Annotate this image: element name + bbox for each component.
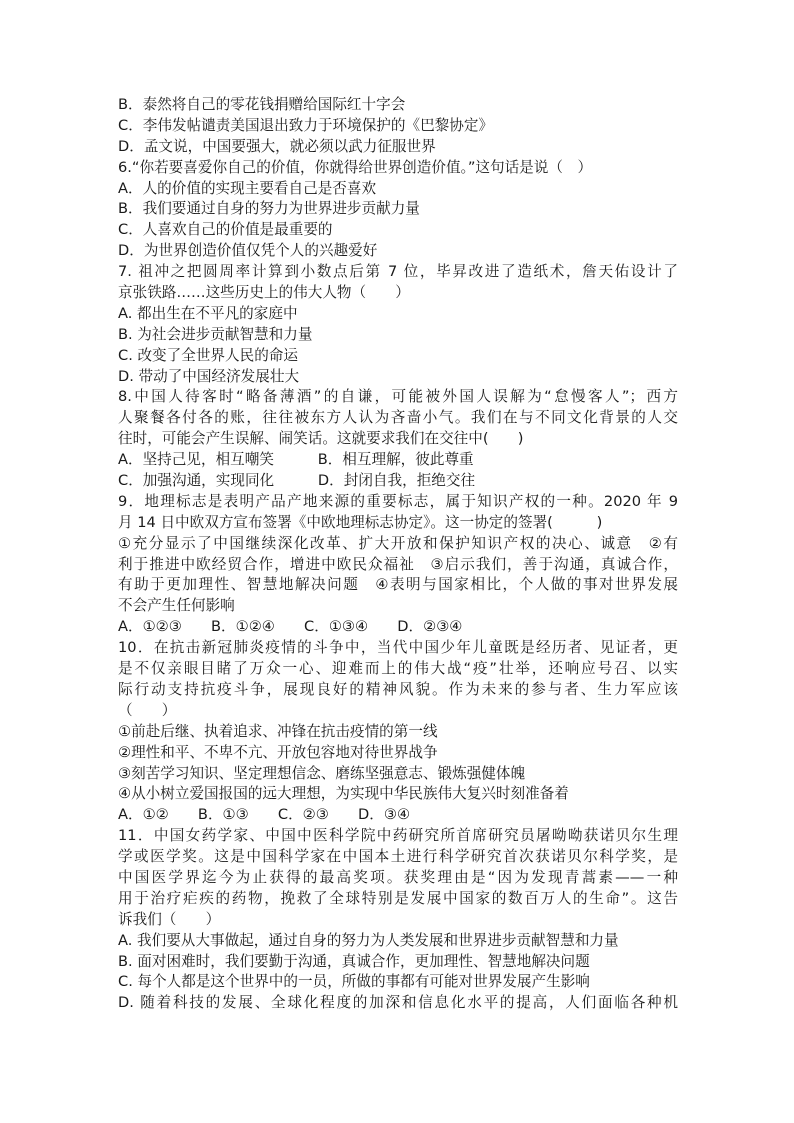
text-line: C．加强沟通，实现同化 D．封闭自我，拒绝交往 bbox=[118, 472, 476, 490]
text-line: ④从小树立爱国报国的远大理想，为实现中华民族伟大复兴时刻准备着 bbox=[118, 785, 569, 803]
text-line: C．人喜欢自己的价值是最重要的 bbox=[118, 221, 333, 239]
text-line: 往时，可能会产生误解、闹笑话。这就要求我们在交往中( ) bbox=[118, 430, 524, 448]
text-line: 9．地理标志是表明产品产地来源的重要标志，属于知识产权的一种。2020 年 9 bbox=[118, 492, 678, 510]
text-line: B．我们要通过自身的努力为世界进步贡献力量 bbox=[118, 200, 420, 218]
text-line: ①充分显示了中国继续深化改革、扩大开放和保护知识产权的决心、诚意 ②有 bbox=[118, 534, 678, 552]
text-line: B．泰然将自己的零花钱捐赠给国际红十字会 bbox=[118, 96, 406, 113]
text-line: 用于治疗疟疾的药物，挽救了全球特别是发展中国家的数百万人的生命”。这告 bbox=[118, 889, 678, 907]
text-line: D．为世界创造价值仅凭个人的兴趣爱好 bbox=[118, 242, 378, 260]
text-line: D. 随着科技的发展、全球化程度的加深和信息化水平的提高，人们面临各种机 bbox=[118, 994, 678, 1012]
text-line: ②理性和平、不卑不亢、开放包容地对待世界战争 bbox=[118, 743, 438, 761]
text-line: C. 每个人都是这个世界中的一员，所做的事都有可能对世界发展产生影响 bbox=[118, 973, 590, 991]
text-line: 诉我们（ ） bbox=[118, 910, 221, 928]
text-line: 利于推进中欧经贸合作，增进中欧民众福祉 ③启示我们，善于沟通，真诚合作， bbox=[118, 555, 678, 573]
text-line: 有助于更加理性、智慧地解决问题 ④表明与国家相比，个人做的事对世界发展 bbox=[118, 576, 678, 594]
text-line: 际行动支持抗疫斗争，展现良好的精神风貌。作为未来的参与者、生力军应该 bbox=[118, 680, 678, 698]
text-line: ①前赴后继、执着追求、冲锋在抗击疫情的第一线 bbox=[118, 722, 438, 740]
text-line: 京张铁路……这些历史上的伟大人物（ ） bbox=[118, 284, 410, 302]
text-line: 10．在抗击新冠肺炎疫情的斗争中，当代中国少年儿童既是经历者、见证者，更 bbox=[118, 639, 678, 657]
text-line: A．①②③ B．①②④ C．①③④ D．②③④ bbox=[118, 618, 463, 636]
text-line: A．①② B．①③ C．②③ D．③④ bbox=[118, 806, 411, 824]
text-line: A．坚持己见，相互嘲笑 B．相互理解，彼此尊重 bbox=[118, 451, 474, 469]
text-line: 11．中国女药学家、中国中医科学院中药研究所首席研究员屠呦呦获诺贝尔生理 bbox=[118, 827, 678, 845]
text-line: 学或医学奖。这是中国科学家在中国本土进行科学研究首次获诺贝尔科学奖，是 bbox=[118, 848, 678, 866]
text-line: C. 改变了全世界人民的命运 bbox=[118, 346, 299, 364]
text-line: 人聚餐各付各的账，往往被东方人认为吝啬小气。我们在与不同文化背景的人交 bbox=[118, 409, 678, 427]
text-line: 中国医学界迄今为止获得的最高奖项。获奖理由是“因为发现青蒿素——一种 bbox=[118, 868, 678, 886]
text-line: D．孟文说，中国要强大，就必须以武力征服世界 bbox=[118, 137, 436, 155]
text-line: 是不仅亲眼目睹了万众一心、迎难而上的伟大战“疫”壮举，还响应号召、以实 bbox=[118, 660, 678, 678]
text-line: （ ） bbox=[118, 701, 177, 719]
text-line: 月 14 日中欧双方宣布签署《中欧地理标志协定》。这一协定的签署( ) bbox=[118, 513, 603, 531]
text-line: B. 面对困难时，我们要勤于沟通，真诚合作，更加理性、智慧地解决问题 bbox=[118, 952, 590, 970]
text-line: 7. 祖冲之把圆周率计算到小数点后第 7 位，毕昇改进了造纸术，詹天佑设计了 bbox=[118, 263, 678, 281]
text-line: B. 为社会进步贡献智慧和力量 bbox=[118, 325, 313, 343]
text-line: A. 都出生在不平凡的家庭中 bbox=[118, 304, 298, 322]
text-line: 不会产生任何影响 bbox=[118, 597, 235, 615]
text-line: A．人的价值的实现主要看自己是否喜欢 bbox=[118, 179, 377, 197]
text-line: C．李伟发帖谴责美国退出致力于环境保护的《巴黎协定》 bbox=[118, 116, 494, 134]
text-line: ③刻苦学习知识、坚定理想信念、磨练坚强意志、锻炼强健体魄 bbox=[118, 764, 526, 782]
text-line: A. 我们要从大事做起，通过自身的努力为人类发展和世界进步贡献智慧和力量 bbox=[118, 931, 619, 949]
document-page bbox=[118, 95, 678, 1014]
text-line: 6.“你若要喜爱你自己的价值，你就得给世界创造价值。”这句话是说（ ） bbox=[118, 158, 593, 176]
text-line: D. 带动了中国经济发展壮大 bbox=[118, 367, 300, 385]
text-line: 8.中国人待客时“略备薄酒”的自谦，可能被外国人误解为“怠慢客人”；西方 bbox=[118, 388, 678, 406]
